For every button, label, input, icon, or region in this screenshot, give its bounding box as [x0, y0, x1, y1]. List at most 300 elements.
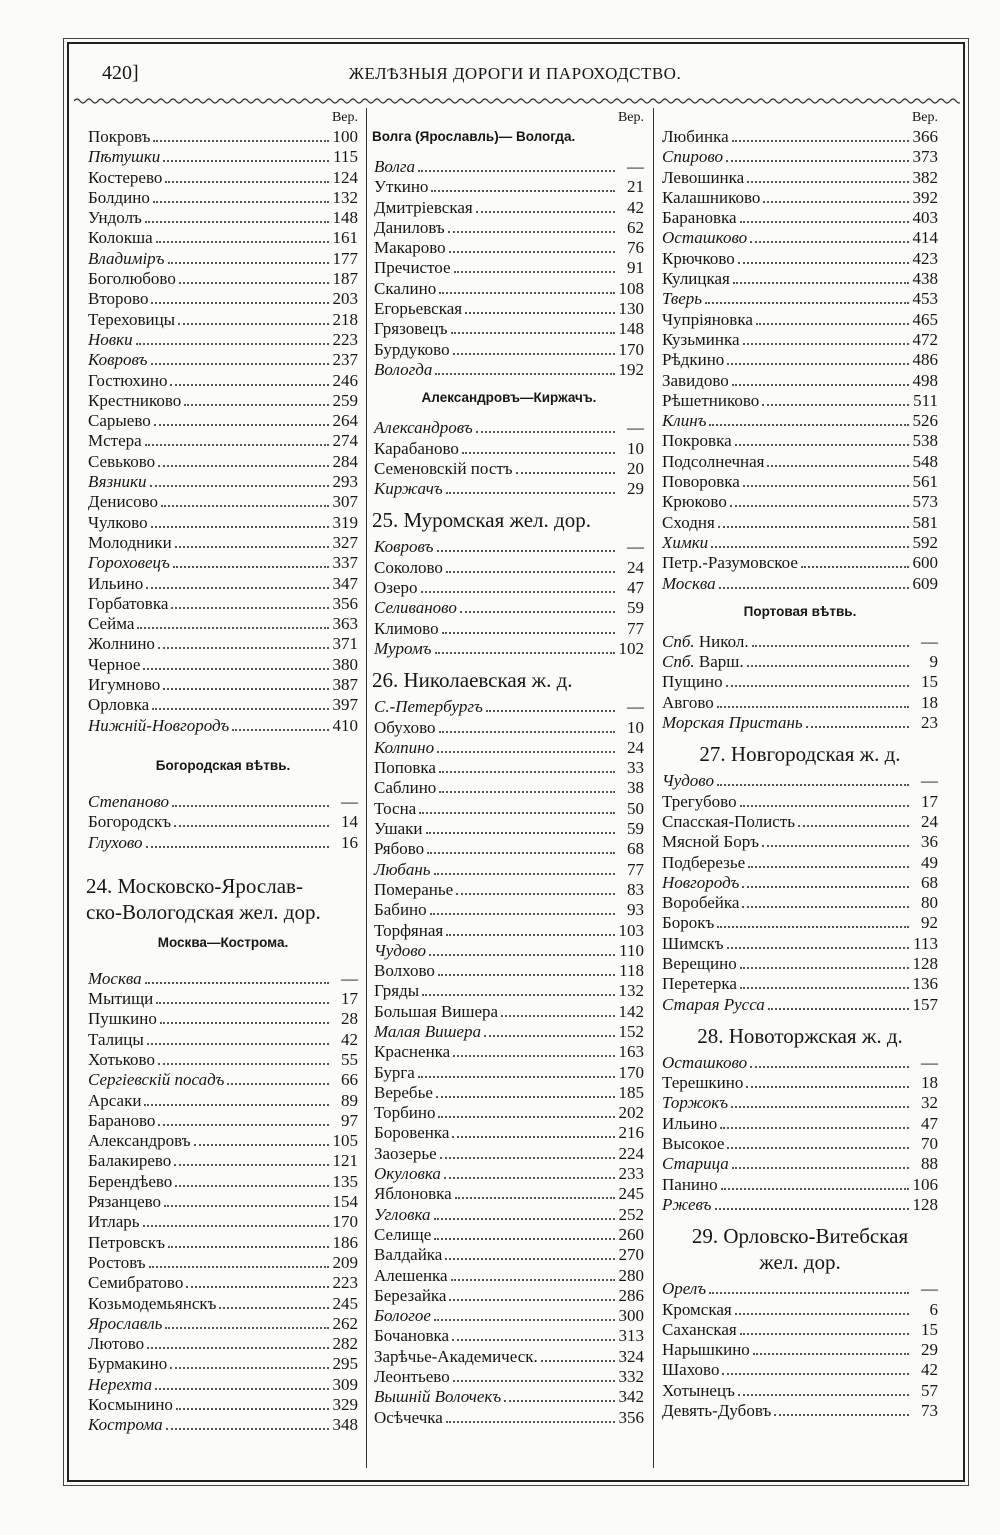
dot-leader [456, 893, 615, 895]
station-distance: 264 [332, 411, 358, 431]
station-name: Мытищи [88, 989, 154, 1009]
main-line-stations [86, 127, 360, 736]
station-name: Ушаки [374, 819, 423, 839]
station-row [86, 513, 360, 533]
station-row [372, 900, 646, 920]
station-distance: 233 [618, 1164, 644, 1184]
station-row [660, 873, 940, 893]
station-name: Вязники [88, 472, 147, 492]
station-row [660, 391, 940, 411]
station-row [660, 1134, 940, 1154]
station-row [660, 792, 940, 812]
station-row [660, 411, 940, 431]
dot-leader [752, 645, 909, 647]
station-name: Ярославль [88, 1313, 163, 1333]
section-29-title-1: 29. Орловско-Витебская [691, 1224, 909, 1249]
station-row [372, 1347, 646, 1367]
station-name: Уткино [374, 177, 429, 197]
station-row [660, 713, 940, 733]
station-name: Химки [662, 532, 709, 552]
station-distance: 92 [921, 913, 938, 933]
station-row [660, 771, 940, 791]
station-name: Молодники [88, 532, 172, 552]
station-name: Березайка [374, 1285, 447, 1305]
station-row [372, 479, 646, 499]
station-row [660, 652, 940, 672]
station-distance: 130 [618, 299, 644, 319]
station-name: Чудово [662, 771, 714, 791]
volga-subtitle: Волга (Ярославль)— Вологда. [372, 129, 576, 144]
dot-leader [743, 485, 909, 487]
dot-leader [738, 262, 909, 264]
station-name: Чудово [374, 940, 426, 960]
station-distance: 68 [627, 839, 644, 859]
dot-leader [711, 546, 909, 548]
station-distance: 136 [912, 974, 938, 994]
station-row [372, 1144, 646, 1164]
station-name: Крючково [662, 248, 735, 268]
station-row [372, 819, 646, 839]
dot-leader [158, 647, 329, 649]
station-distance: 142 [618, 1001, 644, 1021]
station-distance: 42 [341, 1029, 358, 1049]
dot-leader [427, 852, 615, 854]
station-row [660, 832, 940, 852]
station-distance: 105 [332, 1131, 358, 1151]
dot-leader [156, 1002, 329, 1004]
station-row [372, 738, 646, 758]
station-name: Нарышкино [662, 1340, 750, 1360]
station-name: Саханская [662, 1319, 737, 1339]
station-name: Окуловка [374, 1164, 441, 1184]
station-row [372, 1083, 646, 1103]
section-25-stations [372, 537, 646, 659]
station-distance: 62 [627, 217, 644, 237]
section-24-stations [86, 969, 360, 1436]
station-name: Муромъ [374, 638, 432, 658]
station-name: Егорьевская [374, 299, 463, 319]
station-name: Москва [88, 968, 142, 988]
station-row [86, 1253, 360, 1273]
dot-leader [431, 190, 615, 192]
station-distance: 342 [618, 1387, 644, 1407]
station-name: Карабаново [374, 438, 459, 458]
station-row [660, 513, 940, 533]
dot-leader [733, 282, 909, 284]
dot-leader [179, 282, 329, 284]
dot-leader [446, 492, 615, 494]
station-row [372, 941, 646, 961]
dot-leader [147, 1347, 329, 1349]
station-name: Перетерка [662, 974, 737, 994]
station-row [372, 1164, 646, 1184]
station-distance: 203 [332, 289, 358, 309]
station-row [372, 1123, 646, 1143]
station-distance: 66 [341, 1070, 358, 1090]
station-row [660, 289, 940, 309]
dot-leader [421, 591, 615, 593]
station-row [660, 269, 940, 289]
station-distance: 55 [341, 1049, 358, 1069]
station-name: Петровскъ [88, 1232, 165, 1252]
station-row [372, 1306, 646, 1326]
station-name: Авгово [662, 692, 714, 712]
dot-leader [173, 566, 329, 568]
station-name: Шимскъ [662, 933, 724, 953]
station-distance: 300 [618, 1306, 644, 1326]
station-row [372, 537, 646, 557]
dot-leader [747, 181, 909, 183]
dot-leader [742, 906, 909, 908]
dot-leader [153, 201, 329, 203]
station-row [86, 330, 360, 350]
station-distance: 286 [618, 1285, 644, 1305]
station-name: Арсаки [88, 1090, 142, 1110]
station-distance: 47 [627, 578, 644, 598]
station-name: Дмитріевская [374, 197, 473, 217]
station-distance: 80 [921, 893, 938, 913]
dot-leader [437, 751, 615, 753]
station-name: Спасская-Полисть [662, 811, 795, 831]
station-distance: 548 [912, 451, 938, 471]
dot-leader [719, 587, 909, 589]
dot-leader [768, 1008, 909, 1010]
station-name: Орловка [88, 695, 150, 715]
station-distance: 309 [332, 1374, 358, 1394]
station-row [86, 1334, 360, 1354]
station-row [86, 127, 360, 147]
station-distance: 237 [332, 350, 358, 370]
station-distance: 600 [912, 553, 938, 573]
station-distance: 293 [332, 472, 358, 492]
dot-leader [715, 1208, 910, 1210]
station-row [86, 1070, 360, 1090]
station-name: Пушкино [88, 1009, 157, 1029]
station-name: Вологда [374, 359, 433, 379]
station-row [660, 330, 940, 350]
station-name: Пущино [662, 672, 723, 692]
column-divider-2 [653, 108, 654, 1468]
station-name: Москва [662, 573, 716, 593]
station-row [86, 833, 360, 853]
dot-leader [440, 1157, 615, 1159]
station-distance: 77 [627, 618, 644, 638]
station-distance: 337 [332, 553, 358, 573]
station-name: Шахово [662, 1360, 720, 1380]
station-distance: 192 [618, 359, 644, 379]
station-distance: 414 [912, 228, 938, 248]
station-distance: 18 [921, 692, 938, 712]
station-distance: 148 [618, 319, 644, 339]
dot-leader [149, 1266, 329, 1268]
column-3 [660, 110, 940, 1421]
station-row [86, 431, 360, 451]
station-distance: 10 [627, 438, 644, 458]
station-distance: — [341, 791, 358, 811]
station-name: Колокша [88, 228, 153, 248]
station-distance: 356 [618, 1407, 644, 1427]
dot-leader [753, 1353, 909, 1355]
dot-leader [434, 873, 616, 875]
dot-leader [176, 1408, 329, 1410]
station-row [372, 639, 646, 659]
station-name: Старая Русса [662, 994, 765, 1014]
station-distance: 170 [618, 1062, 644, 1082]
station-distance: 202 [618, 1103, 644, 1123]
station-distance: 262 [332, 1313, 358, 1333]
station-name: Нерехта [88, 1374, 153, 1394]
station-name: Рязанцево [88, 1192, 162, 1212]
station-row [660, 995, 940, 1015]
dot-leader [170, 384, 329, 386]
station-row [86, 1192, 360, 1212]
station-distance: 382 [912, 167, 938, 187]
section-29-title-2: жел. дор. [759, 1250, 841, 1275]
dot-leader [452, 1136, 615, 1138]
station-name: Тереховицы [88, 309, 176, 329]
station-name: Верещино [662, 953, 737, 973]
station-distance: — [627, 537, 644, 557]
station-row [86, 812, 360, 832]
station-name: Калашниково [662, 187, 761, 207]
station-row [660, 574, 940, 594]
station-distance: 15 [921, 672, 938, 692]
dot-leader [161, 505, 329, 507]
station-distance: 185 [618, 1082, 644, 1102]
dot-leader [748, 866, 909, 868]
station-name: Леонтьево [374, 1367, 450, 1387]
section-24-title-1: 24. Московско-Ярослав- [86, 873, 303, 898]
station-row [86, 1009, 360, 1029]
station-name: Спирово [662, 147, 723, 167]
station-distance: 103 [618, 920, 644, 940]
station-name: Талицы [88, 1029, 144, 1049]
dot-leader [186, 1286, 329, 1288]
station-row [372, 1245, 646, 1265]
station-name: Скалино [374, 278, 437, 298]
station-distance: 18 [921, 1073, 938, 1093]
station-name: Кулицкая [662, 269, 730, 289]
station-row [372, 418, 646, 438]
station-distance: 33 [627, 758, 644, 778]
station-name: Торжокъ [662, 1093, 729, 1113]
station-row [86, 1151, 360, 1171]
station-name: Подберезье [662, 852, 746, 872]
page-number: 420] [102, 62, 139, 84]
station-row [660, 310, 940, 330]
dot-leader [435, 652, 615, 654]
station-distance: 28 [341, 1009, 358, 1029]
dot-leader [747, 665, 909, 667]
dot-leader [446, 934, 615, 936]
station-row [660, 1360, 940, 1380]
station-name: Угловка [374, 1204, 431, 1224]
station-row [660, 452, 940, 472]
station-row [660, 492, 940, 512]
dot-leader [722, 1373, 909, 1375]
dot-leader [430, 913, 615, 915]
station-distance: 453 [912, 289, 938, 309]
station-row [660, 693, 940, 713]
station-name: Зарѣчье-Академическ. [374, 1346, 538, 1366]
dot-leader [720, 1127, 909, 1129]
station-distance: 14 [341, 812, 358, 832]
dot-leader [145, 982, 329, 984]
station-name: Горбатовка [88, 593, 169, 613]
station-distance: 216 [618, 1123, 644, 1143]
station-row [660, 954, 940, 974]
station-row [86, 249, 360, 269]
dot-leader [144, 1104, 329, 1106]
dot-leader [168, 262, 330, 264]
station-row [86, 310, 360, 330]
station-distance: 245 [332, 1293, 358, 1313]
station-name: Космынино [88, 1395, 173, 1415]
station-row [372, 921, 646, 941]
dot-leader [453, 1380, 615, 1382]
station-distance: 472 [912, 329, 938, 349]
station-row [660, 632, 940, 652]
station-distance: 115 [333, 147, 358, 167]
station-name: Денисово [88, 492, 159, 512]
dot-leader [727, 1147, 909, 1149]
dot-leader [170, 1367, 329, 1369]
station-row [660, 1154, 940, 1174]
station-row [660, 431, 940, 451]
dot-leader [738, 1394, 909, 1396]
station-name: Кузьминка [662, 329, 740, 349]
dot-leader [727, 363, 909, 365]
station-name: Завидово [662, 370, 729, 390]
station-distance: 113 [913, 933, 938, 953]
station-distance: — [627, 157, 644, 176]
station-name: Поповка [374, 758, 436, 778]
station-distance: 538 [912, 431, 938, 451]
station-distance: 70 [921, 1134, 938, 1154]
section-26-stations [372, 697, 646, 1428]
station-name: Бурга [374, 1062, 415, 1082]
section-27-stations [660, 771, 940, 1015]
dot-leader [717, 706, 909, 708]
dot-leader [166, 1428, 329, 1430]
station-name: Хотынецъ [662, 1380, 735, 1400]
station-distance: 319 [332, 512, 358, 532]
station-distance: 282 [332, 1334, 358, 1354]
station-name: Пречистое [374, 258, 451, 278]
station-name: Рѣшетниково [662, 390, 760, 410]
station-name: Волга [374, 157, 416, 176]
station-row [372, 799, 646, 819]
station-row [86, 1050, 360, 1070]
station-row [372, 459, 646, 479]
station-distance: 187 [332, 269, 358, 289]
station-distance: 371 [332, 634, 358, 654]
dot-leader [137, 627, 329, 629]
volga-stations [372, 157, 646, 380]
station-name: Макарово [374, 238, 446, 258]
dot-leader [418, 170, 615, 172]
station-row [372, 839, 646, 859]
dot-leader [462, 452, 615, 454]
dot-leader [465, 312, 615, 314]
dot-leader [422, 994, 615, 996]
station-row [86, 411, 360, 431]
station-distance: 392 [912, 187, 938, 207]
station-name: Балакирево [88, 1151, 172, 1171]
units-label: Вер. [331, 110, 358, 125]
station-name: Трегубово [662, 791, 737, 811]
station-name: Любань [374, 859, 431, 879]
station-distance: 157 [912, 994, 938, 1014]
station-row [660, 934, 940, 954]
dot-leader [742, 886, 909, 888]
station-distance: 17 [921, 791, 938, 811]
station-row [86, 634, 360, 654]
station-name: Орелъ [662, 1279, 707, 1299]
station-distance: 327 [332, 532, 358, 552]
station-name: Тверь [662, 289, 703, 309]
dot-leader [153, 140, 329, 142]
dot-leader [158, 465, 329, 467]
station-row [660, 1279, 940, 1299]
station-row [372, 860, 646, 880]
port-branch-subtitle: Портовая вѣтвь. [743, 603, 857, 619]
station-distance: 10 [627, 717, 644, 737]
station-name: Боголюбово [88, 269, 176, 289]
station-row [372, 1286, 646, 1306]
dot-leader [476, 211, 615, 213]
station-distance: 21 [627, 177, 644, 197]
station-name: Клинъ [662, 411, 707, 431]
dot-leader [740, 967, 909, 969]
dot-leader [735, 1313, 909, 1315]
station-row [86, 594, 360, 614]
station-name: Старица [662, 1154, 729, 1174]
station-name: Бараново [88, 1110, 156, 1130]
station-name: Итларь [88, 1212, 140, 1232]
station-name: Ильино [88, 573, 144, 593]
station-row [372, 299, 646, 319]
station-distance: 387 [332, 675, 358, 695]
alexandrov-subtitle: Александровъ—Киржачъ. [421, 390, 597, 406]
station-row [372, 981, 646, 1001]
dot-leader [743, 343, 909, 345]
station-row [86, 168, 360, 188]
station-distance: 77 [627, 859, 644, 879]
dot-leader [446, 1421, 615, 1423]
station-name: Девять-Дубовъ [662, 1401, 772, 1421]
dot-leader [160, 1022, 329, 1024]
station-row [86, 1091, 360, 1111]
station-row [660, 127, 940, 147]
station-distance: 252 [618, 1204, 644, 1224]
station-distance: 465 [912, 309, 938, 329]
station-distance: 59 [627, 598, 644, 618]
station-name: Костерево [88, 167, 163, 187]
station-row [660, 249, 940, 269]
dot-leader [460, 611, 615, 613]
station-distance: 97 [341, 1110, 358, 1130]
station-name: Валдайка [374, 1245, 443, 1265]
dot-leader [165, 1327, 329, 1329]
dot-leader [151, 526, 329, 528]
station-row [86, 188, 360, 208]
dot-leader [163, 688, 329, 690]
station-name: Рябово [374, 839, 425, 859]
station-name: Бурмакино [88, 1354, 168, 1374]
station-name: Тосна [374, 798, 417, 818]
station-name: Поворовка [662, 472, 740, 492]
